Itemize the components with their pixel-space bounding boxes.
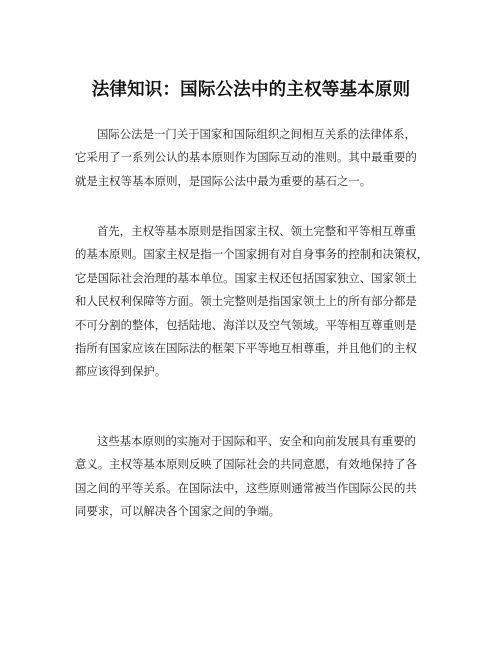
paragraph-line: 都应该得到保护。 <box>75 364 167 379</box>
paragraph-line: 同要求，可以解决各个国家之间的争端。 <box>75 504 281 519</box>
paragraph-significance <box>75 430 455 524</box>
paragraph-line: 指所有国家应该在国际法的框架下平等地互相尊重，并且他们的主权 <box>75 341 417 356</box>
paragraph-line: 不可分割的整体，包括陆地、海洋以及空气领域。平等相互尊重则是 <box>75 317 417 332</box>
paragraph-line: 首先，主权等基本原则是指国家主权、领土完整和平等相互尊重 <box>97 224 416 238</box>
paragraph-intro <box>75 123 455 193</box>
paragraph-line: 国际公法是一门关于国家和国际组织之间相互关系的法律体系， <box>97 127 416 141</box>
paragraph-line: 国之间的平等关系。在国际法中，这些原则通常被当作国际公民的共 <box>75 480 417 495</box>
paragraph-principles <box>75 220 455 384</box>
paragraph-line: 它采用了一系列公认的基本原则作为国际互动的准则。其中最重要的 <box>75 150 417 165</box>
paragraph-line: 就是主权等基本原则，是国际公法中最为重要的基石之一。 <box>75 173 372 188</box>
paragraph-line: 的基本原则。国家主权是指一个国家拥有对自身事务的控制和决策权， <box>75 247 429 262</box>
document-title: 法律知识：国际公法中的主权等基本原则 <box>91 80 411 100</box>
paragraph-line: 它是国际社会治理的基本单位。国家主权还包括国家独立、国家领土 <box>75 270 417 285</box>
paragraph-line: 这些基本原则的实施对于国际和平、安全和向前发展具有重要的 <box>97 434 416 448</box>
paragraph-line: 和人民权利保障等方面。领土完整则是指国家领土上的所有部分都是 <box>75 294 417 309</box>
paragraph-line: 意义。主权等基本原则反映了国际社会的共同意愿，有效地保持了各 <box>75 457 417 472</box>
